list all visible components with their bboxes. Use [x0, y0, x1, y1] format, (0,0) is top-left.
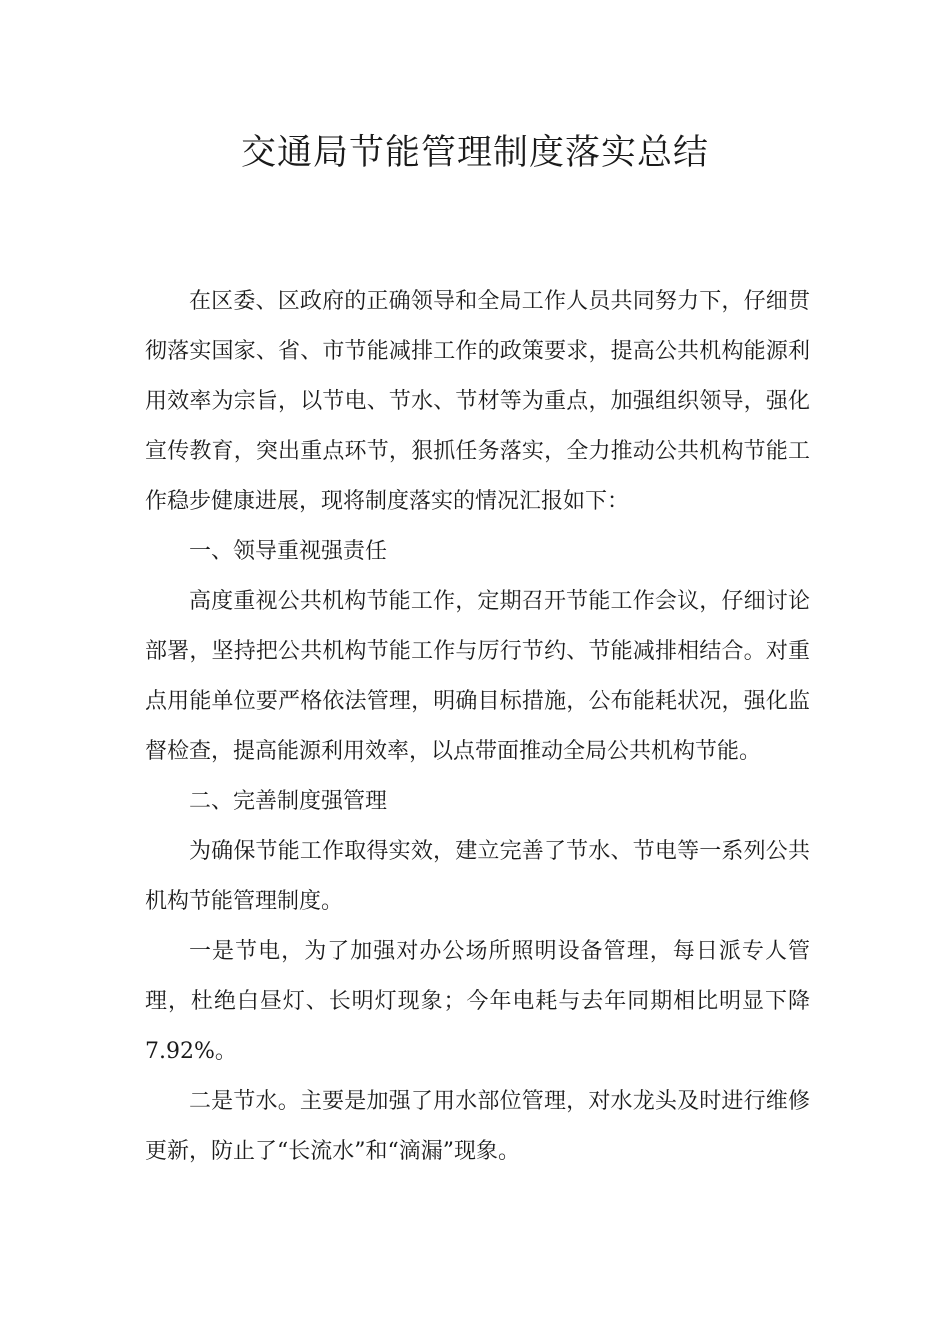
electricity-paragraph: 一是节电，为了加强对办公场所照明设备管理，每日派专人管理，杜绝白昼灯、长明灯现象；今年电耗与去年同期相比明显下降7.92%。 — [145, 939, 810, 1064]
intro-paragraph: 在区委、区政府的正确领导和全局工作人员共同努力下，仔细贯彻落实国家、省、市节能减排工作的政策要求，提高公共机构能源利用效率为宗旨，以节电、节水、节材等为重点，加强组织领导，强化宣传教育，突出重点环节，狠抓任务落实，全力推动公共机构节能工作稳步健康进展，现将制度落实的情况汇报如下： — [145, 289, 810, 514]
document-body — [145, 277, 810, 1177]
document-title: 交通局节能管理制度落实总结 — [240, 133, 709, 173]
section-2-paragraph: 为确保节能工作取得实效，建立完善了节水、节电等一系列公共机构节能管理制度。 — [145, 839, 810, 914]
section-heading-1: 一、领导重视强责任 — [189, 539, 388, 564]
section-1-paragraph: 高度重视公共机构节能工作，定期召开节能工作会议，仔细讨论部署，坚持把公共机构节能工作与厉行节约、节能减排相结合。对重点用能单位要严格依法管理，明确目标措施，公布能耗状况，强化监督检查，提高能源利用效率，以点带面推动全局公共机构节能。 — [145, 589, 810, 764]
water-paragraph: 二是节水。主要是加强了用水部位管理，对水龙头及时进行维修更新，防止了“长流水”和“滴漏”现象。 — [145, 1089, 810, 1164]
section-heading-2: 二、完善制度强管理 — [189, 789, 388, 814]
